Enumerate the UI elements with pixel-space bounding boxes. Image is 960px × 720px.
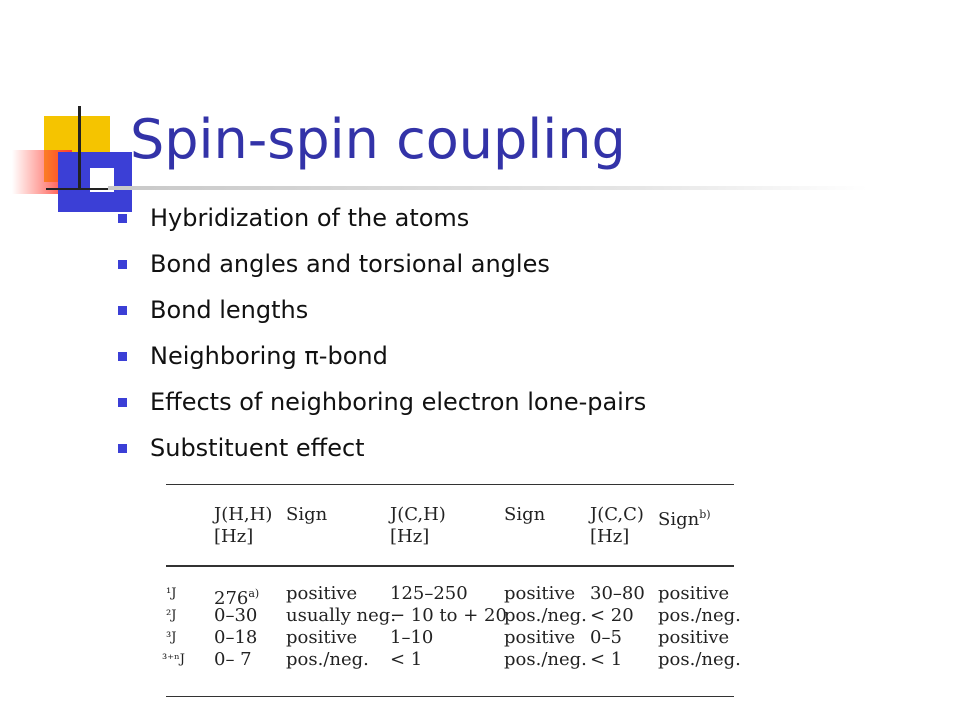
bullet-square-icon (118, 214, 127, 223)
table-cell: pos./neg. (658, 649, 741, 670)
title-underline (108, 186, 868, 190)
header-label: J(C,C) (590, 504, 644, 525)
table-top-rule (166, 484, 734, 485)
table-cell: − 10 to + 20 (390, 605, 507, 626)
table-cell: positive (286, 583, 358, 604)
row-order: ²J (166, 608, 177, 623)
bullet-text: Effects of neighboring electron lone-pairs (150, 388, 647, 416)
header-unit: [Hz] (390, 526, 430, 547)
table-cell: positive (504, 583, 576, 604)
table-cell: 0–30 (214, 605, 258, 626)
bullet-text: Substituent effect (150, 434, 365, 462)
bullet-item (118, 199, 646, 245)
bullet-text: Hybridization of the atoms (150, 204, 470, 232)
header-sign-hh (286, 504, 327, 526)
bullet-text: Bond lengths (150, 296, 309, 324)
bullet-item (118, 291, 646, 337)
coupling-constants-table (162, 478, 742, 708)
header-label: Sign (286, 504, 328, 525)
bullet-square-icon (118, 398, 127, 407)
footnote-marker: b) (699, 508, 711, 521)
bullet-square-icon (118, 352, 127, 361)
table-cell: 1–10 (390, 627, 434, 648)
table-header-rule (166, 565, 734, 567)
table-cell: pos./neg. (658, 605, 741, 626)
header-label: J(C,H) (390, 504, 446, 525)
bullet-text: Neighboring π-bond (150, 342, 388, 370)
bullet-item (118, 429, 646, 475)
header-jhh (214, 504, 272, 548)
table-cell: < 20 (590, 605, 634, 626)
bullet-square-icon (118, 444, 127, 453)
table-cell: 0– 7 (214, 649, 252, 670)
header-unit: [Hz] (214, 526, 254, 547)
header-label: J(H,H) (214, 504, 273, 525)
table-cell: positive (658, 627, 730, 648)
row-order: ¹J (166, 586, 177, 601)
header-sign-ch (504, 504, 545, 526)
bullet-text: Bond angles and torsional angles (150, 250, 550, 278)
row-order: ³J (166, 630, 177, 645)
header-sign-cc (658, 504, 711, 531)
header-jcc (590, 504, 644, 548)
table-cell: 0–5 (590, 627, 622, 648)
row-order: ³⁺ⁿJ (162, 652, 185, 667)
table-cell: pos./neg. (504, 649, 587, 670)
bullet-list (118, 199, 646, 475)
table-cell: 276$^{a)}$ (214, 587, 260, 609)
bullet-item (118, 337, 646, 383)
table-cell: 0–18 (214, 627, 258, 648)
table-bottom-rule (166, 696, 734, 697)
header-label: Sign (504, 504, 546, 525)
decorative-vertical-line (78, 106, 81, 190)
bullet-square-icon (118, 260, 127, 269)
bullet-item (118, 383, 646, 429)
bullet-item (118, 245, 646, 291)
header-jch (390, 504, 446, 548)
table-cell: 30–80 (590, 583, 645, 604)
footnote-marker: a) (248, 587, 260, 600)
table-cell: positive (286, 627, 358, 648)
table-cell: positive (658, 583, 730, 604)
table-cell: usually neg. (286, 605, 397, 626)
header-label: Sign$^{b)}$ (658, 508, 711, 530)
table-cell: < 1 (590, 649, 623, 670)
table-cell: pos./neg. (504, 605, 587, 626)
header-unit: [Hz] (590, 526, 630, 547)
table-cell: pos./neg. (286, 649, 369, 670)
slide-title: Spin-spin coupling (130, 108, 626, 171)
table-cell: positive (504, 627, 576, 648)
table-cell: < 1 (390, 649, 423, 670)
table-cell: 125–250 (390, 583, 468, 604)
bullet-square-icon (118, 306, 127, 315)
